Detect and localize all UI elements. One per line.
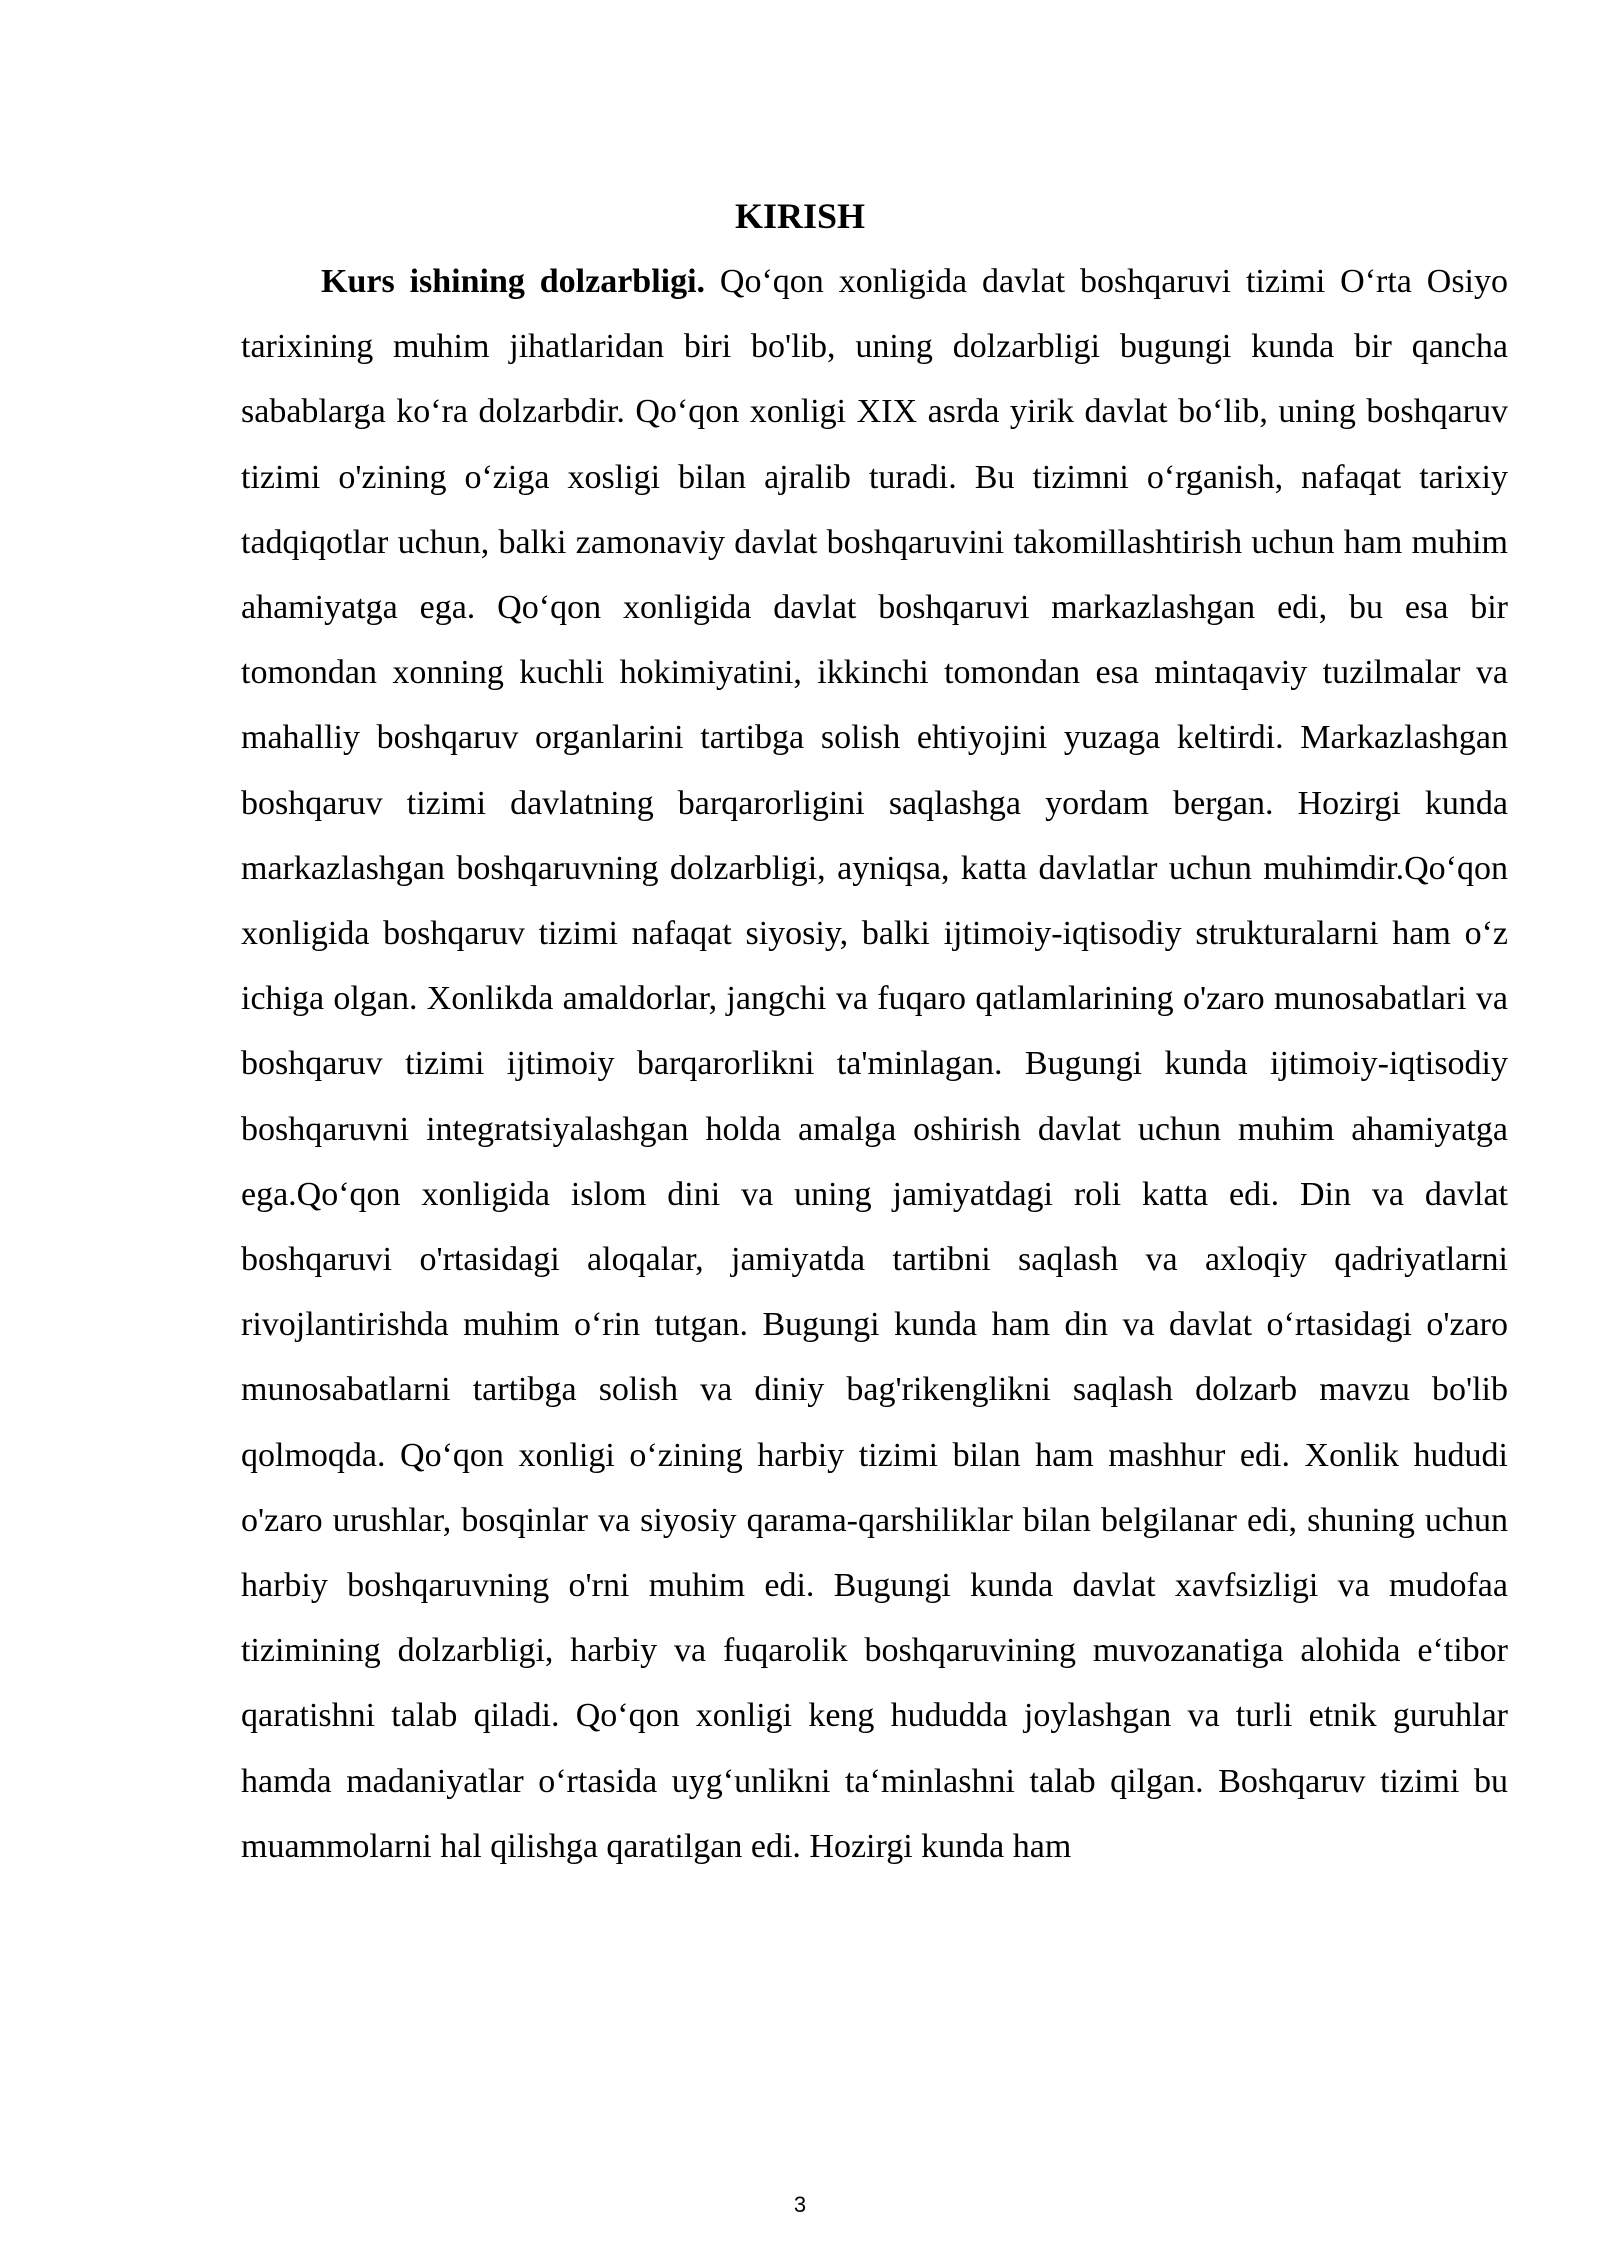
page-number: 3 [793,2192,807,2217]
lead-phrase: Kurs ishining dolzarbligi. [321,263,706,300]
body-paragraph [241,249,1508,1879]
paragraph-text: Qo‘qon xonligida davlat boshqaruvi tizimi O‘rta Osiyo tarixining muhim jihatlaridan biri bo'lib, uning dolzarbligi bugungi kunda bir qancha sabablarga ko‘ra dolzarbdir. Qo‘qon xonligi XIX asrda yirik davlat bo‘lib, uning boshqaruv tizimi o'zining o‘ziga xosligi bilan ajralib turadi. Bu tizimni o‘rganish, nafaqat tarixiy tadqiqotlar uchun, balki zamonaviy davlat boshqaruvini takomillashtirish uchun ham muhim ahamiyatga ega. Qo‘qon xonligida davlat boshqaruvi markazlashgan edi, bu esa bir tomondan xonning kuchli hokimiyatini, ikkinchi tomondan esa mintaqaviy tuzilmalar va mahalliy boshqaruv organlarini tartibga solish ehtiyojini yuzaga keltirdi. Markazlashgan boshqaruv tizimi davlatning barqarorligini saqlashga yordam bergan. Hozirgi kunda markazlashgan boshqaruvning dolzarbligi, ayniqsa, katta davlatlar uchun muhimdir.Qo‘qon xonligida boshqaruv tizimi nafaqat siyosiy, balki ijtimoiy-iqtisodiy strukturalarni ham o‘z ichiga olgan. Xonlikda amaldorlar, jangchi va fuqaro qatlamlarining o'zaro munosabatlari va boshqaruv tizimi ijtimoiy barqarorlikni ta'minlagan. Bugungi kunda ijtimoiy-iqtisodiy boshqaruvni integratsiyalashgan holda amalga oshirish davlat uchun muhim ahamiyatga ega.Qo‘qon xonligida islom dini va uning jamiyatdagi roli katta edi. Din va davlat boshqaruvi o'rtasidagi aloqalar, jamiyatda tartibni saqlash va axloqiy qadriyatlarni rivojlantirishda muhim o‘rin tutgan. Bugungi kunda ham din va davlat o‘rtasidagi o'zaro munosabatlarni tartibga solish va diniy bag'rikenglikni saqlash dolzarb mavzu bo'lib qolmoqda. Qo‘qon xonligi o‘zining harbiy tizimi bilan ham mashhur edi. Xonlik hududi o'zaro urushlar, bosqinlar va siyosiy qarama-qarshiliklar bilan belgilanar edi, shuning uchun harbiy boshqaruvning o'rni muhim edi. Bugungi kunda davlat xavfsizligi va mudofaa tizimining dolzarbligi, harbiy va fuqarolik boshqaruvining muvozanatiga alohida e‘tibor qaratishni talab qiladi. Qo‘qon xonligi keng hududda joylashgan va turli etnik guruhlar hamda madaniyatlar o‘rtasida uyg‘unlikni ta‘minlashni talab qilgan. Boshqaruv tizimi bu muammolarni hal qilishga qaratilgan edi. Hozirgi kunda ham [241,263,1509,1865]
section-heading: KIRISH [734,196,866,236]
